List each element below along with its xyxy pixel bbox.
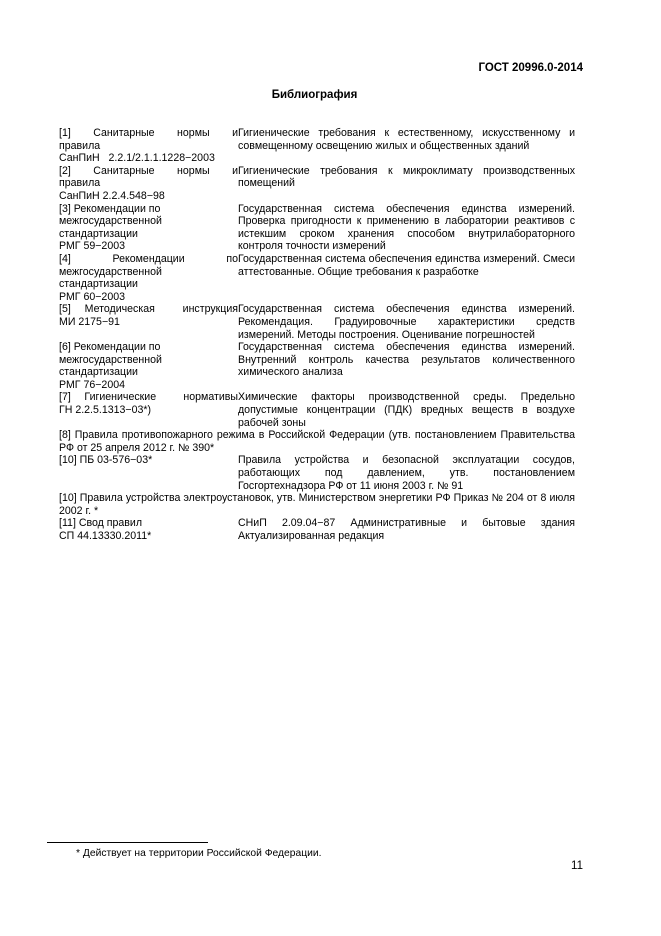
entry-title: Гигиенические требования к микроклимату производственных помещений [238,164,575,190]
bibliography-entry [59,303,575,341]
entry-ref-line: межгосударственной [59,265,162,278]
entry-ref-line: правила [59,139,101,152]
section-title: Библиография [271,89,358,101]
entry-ref-line: СанПиН 2.2.4.548−98 [59,189,165,202]
bibliography-entry [59,454,575,492]
entry-ref-line: ГН 2.2.5.1313−03*) [59,404,152,417]
entry-ref-line: [1] Санитарные нормы и [59,127,238,139]
entry-ref-line: [11] Свод правил [59,517,143,530]
bibliography-list [59,127,575,543]
bibliography-entry: [10] Правила устройства электроустановок, утв. Министерством энергетики РФ Приказ № 204 от 8 июля 2002 г. * [59,492,575,517]
entry-ref-line: СанПиН 2.2.1/2.1.1.1228−2003 [59,152,215,165]
bibliography-entry [59,203,575,253]
entry-ref-line: РМГ 59−2003 [59,240,125,253]
entry-title: Государственная система обеспечения единства измерений. Внутренний контроль качества результатов количественного химического анализа [238,341,575,379]
entry-ref-line: межгосударственной [59,215,162,228]
entry-title: СНиП 2.09.04−87 Административные и бытовые здания Актуализированная редакция [238,517,575,542]
footnote: * Действует на территории Российской Федерации. [76,848,322,859]
bibliography-entry: [8] Правила противопожарного режима в Российской Федерации (утв. постановлением Правительства РФ от 25 апреля 2012 г. № 390* [59,429,575,454]
entry-ref-line: [5] Методическая инструкция [59,303,238,316]
bibliography-entry [59,127,575,165]
entry-title: Государственная система обеспечения единства измерений. Смеси аттестованные. Общие требования к разработке [238,252,575,278]
entry-title: Правила устройства и безопасной эксплуатации сосудов, работающих под давлением, утв. постановлением Госгортехнадзора РФ от 11 июня 2003 г. № 91 [238,454,575,492]
bibliography-entry [59,253,575,303]
entry-ref-line: правила [59,177,101,190]
document-id: ГОСТ 20996.0-2014 [478,62,583,74]
entry-ref-line: [3] Рекомендации по [59,202,161,215]
entry-ref-line: [4] Рекомендации по [59,252,238,265]
entry-ref-line: РМГ 76−2004 [59,378,125,391]
entry-title: Государственная система обеспечения единства измерений. Проверка пригодности к применению в лаборатории реактивов с истекшим сроком хранения способом внутрилабораторного контроля точности измерений [238,202,575,253]
bibliography-entry [59,517,575,542]
entry-ref-line: [6] Рекомендации по [59,341,161,354]
entry-ref-line: [2] Санитарные нормы и [59,164,238,177]
entry-title: Государственная система обеспечения единства измерений. Рекомендация. Градуировочные характеристики средств измерений. Методы построения. Оценивание погрешностей [238,303,575,341]
entry-ref-line: РМГ 60−2003 [59,290,125,303]
entry-ref-line: межгосударственной [59,353,162,366]
page-number: 11 [571,860,583,872]
entry-ref-line: [10] ПБ 03-576−03* [59,454,153,467]
bibliography-entry [59,165,575,203]
bibliography-entry [59,341,575,391]
entry-ref-line: стандартизации [59,278,138,291]
entry-ref-line: МИ 2175−91 [59,315,120,328]
entry-title: Гигиенические требования к естественному, искусственному и совмещенному освещению жилых и общественных зданий [238,127,575,152]
entry-title: Химические факторы производственной среды. Предельно допустимые концентрации (ПДК) вредных веществ в воздухе рабочей зоны [238,391,575,429]
entry-ref-line: стандартизации [59,227,138,240]
entry-ref-line: стандартизации [59,366,138,379]
entry-ref-line: [7] Гигиенические нормативы [59,391,238,404]
footnote-divider [47,842,208,843]
entry-ref-line: СП 44.13330.2011* [59,530,152,542]
bibliography-entry [59,391,575,429]
